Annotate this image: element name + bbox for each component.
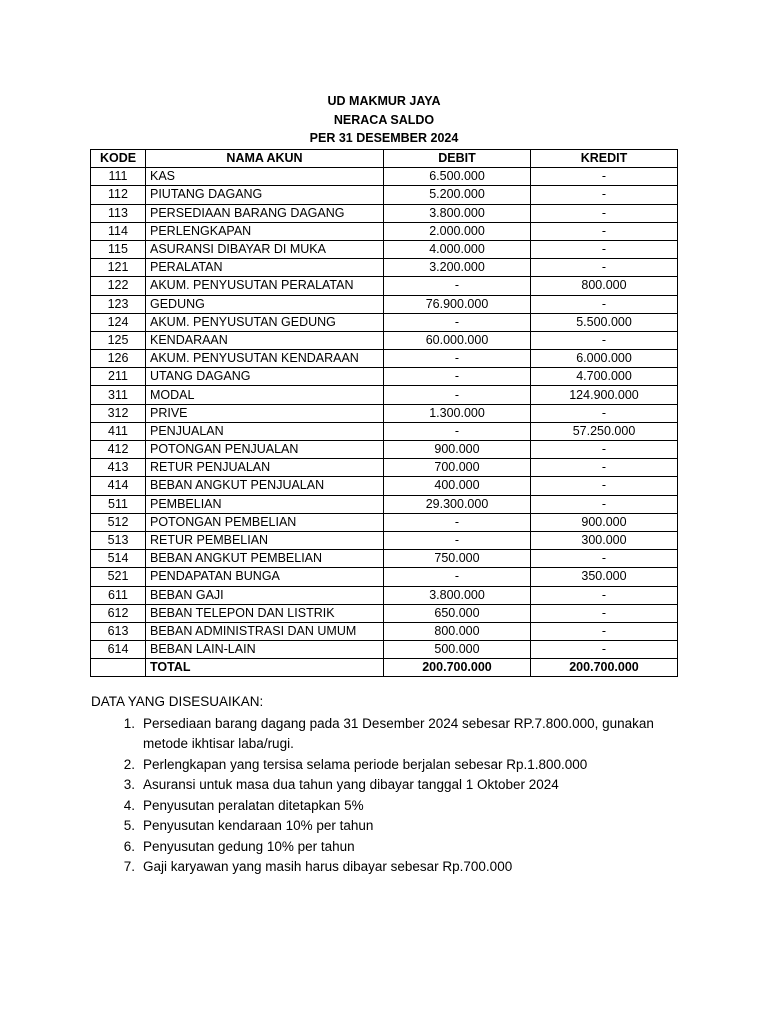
kredit-value: - — [531, 222, 678, 240]
account-name: BEBAN ANGKUT PEMBELIAN — [146, 550, 384, 568]
account-name: BEBAN LAIN-LAIN — [146, 641, 384, 659]
account-code: 111 — [91, 168, 146, 186]
account-code: 514 — [91, 550, 146, 568]
list-item-number: 7. — [123, 859, 135, 874]
kredit-value: - — [531, 641, 678, 659]
kredit-value: - — [531, 240, 678, 258]
account-code: 126 — [91, 350, 146, 368]
table-row — [91, 222, 678, 240]
account-code: 311 — [91, 386, 146, 404]
debit-value: 500.000 — [384, 641, 531, 659]
account-code: 612 — [91, 604, 146, 622]
table-row — [91, 459, 678, 477]
list-item — [91, 714, 691, 755]
list-item-text: Gaji karyawan yang masih harus dibayar sebesar Rp.700.000 — [143, 859, 513, 874]
table-row — [91, 477, 678, 495]
debit-value: - — [384, 513, 531, 531]
list-item-text: Penyusutan kendaraan 10% per tahun — [143, 818, 374, 833]
debit-value: 700.000 — [384, 459, 531, 477]
table-row — [91, 277, 678, 295]
debit-value: 400.000 — [384, 477, 531, 495]
table-row — [91, 350, 678, 368]
table-row — [91, 168, 678, 186]
debit-value: - — [384, 277, 531, 295]
list-item — [91, 837, 691, 858]
table-row — [91, 550, 678, 568]
kredit-value: - — [531, 622, 678, 640]
account-code: 115 — [91, 240, 146, 258]
debit-value: 76.900.000 — [384, 295, 531, 313]
account-code: 513 — [91, 531, 146, 549]
list-item-number: 6. — [123, 838, 135, 854]
table-row — [91, 641, 678, 659]
column-header-kode: KODE — [91, 150, 146, 168]
account-name: PENJUALAN — [146, 422, 384, 440]
list-item-text: Perlengkapan yang tersisa selama periode berjalan sebesar Rp.1.800.000 — [143, 756, 588, 772]
account-name: PERALATAN — [146, 259, 384, 277]
list-item — [91, 755, 691, 776]
table-body — [91, 168, 678, 677]
kredit-value: 124.900.000 — [531, 386, 678, 404]
account-name: PEMBELIAN — [146, 495, 384, 513]
account-code: 124 — [91, 313, 146, 331]
table-row — [91, 441, 678, 459]
table-row — [91, 368, 678, 386]
account-code: 614 — [91, 641, 146, 659]
kredit-value: - — [531, 459, 678, 477]
debit-value: 3.800.000 — [384, 586, 531, 604]
list-item — [91, 775, 691, 796]
debit-value: - — [384, 531, 531, 549]
adjustment-title: DATA YANG DISESUAIKAN: — [91, 694, 264, 709]
table-row — [91, 240, 678, 258]
account-name: BEBAN ADMINISTRASI DAN UMUM — [146, 622, 384, 640]
table-row — [91, 513, 678, 531]
kredit-value: 57.250.000 — [531, 422, 678, 440]
account-name: PENDAPATAN BUNGA — [146, 568, 384, 586]
kredit-value: - — [531, 186, 678, 204]
debit-value: 6.500.000 — [384, 168, 531, 186]
kredit-value: - — [531, 550, 678, 568]
adjustment-list — [91, 714, 691, 878]
account-code: 414 — [91, 477, 146, 495]
debit-value: 800.000 — [384, 622, 531, 640]
kredit-value: 200.700.000 — [531, 659, 678, 677]
debit-value: 4.000.000 — [384, 240, 531, 258]
debit-value: - — [384, 422, 531, 440]
kredit-value: - — [531, 259, 678, 277]
account-code: 521 — [91, 568, 146, 586]
list-item — [91, 816, 691, 837]
account-name: KENDARAAN — [146, 331, 384, 349]
kredit-value: - — [531, 404, 678, 422]
account-name: UTANG DAGANG — [146, 368, 384, 386]
kredit-value: - — [531, 168, 678, 186]
debit-value: - — [384, 568, 531, 586]
kredit-value: 6.000.000 — [531, 350, 678, 368]
account-code: 114 — [91, 222, 146, 240]
list-item — [91, 857, 691, 878]
kredit-value: 800.000 — [531, 277, 678, 295]
account-name: KAS — [146, 168, 384, 186]
column-header-debit: DEBIT — [384, 150, 531, 168]
debit-value: 60.000.000 — [384, 331, 531, 349]
list-item — [91, 796, 691, 817]
report-period: PER 31 DESEMBER 2024 — [309, 131, 459, 145]
column-header-nama-akun: NAMA AKUN — [146, 150, 384, 168]
kredit-value: - — [531, 331, 678, 349]
account-code: 125 — [91, 331, 146, 349]
account-code: 123 — [91, 295, 146, 313]
list-item-number: 4. — [123, 797, 135, 813]
account-name: AKUM. PENYUSUTAN PERALATAN — [146, 277, 384, 295]
kredit-value: - — [531, 441, 678, 459]
account-code: 613 — [91, 622, 146, 640]
debit-value: 3.800.000 — [384, 204, 531, 222]
account-code: 112 — [91, 186, 146, 204]
list-item-number: 1. — [123, 715, 135, 731]
table-row — [91, 295, 678, 313]
list-item-text: Penyusutan peralatan ditetapkan 5% — [143, 797, 364, 813]
account-code: 121 — [91, 259, 146, 277]
company-name: UD MAKMUR JAYA — [327, 94, 441, 108]
account-code: 312 — [91, 404, 146, 422]
kredit-value: 350.000 — [531, 568, 678, 586]
debit-value: 2.000.000 — [384, 222, 531, 240]
debit-value: - — [384, 313, 531, 331]
account-name: BEBAN ANGKUT PENJUALAN — [146, 477, 384, 495]
account-name: BEBAN TELEPON DAN LISTRIK — [146, 604, 384, 622]
kredit-value: - — [531, 495, 678, 513]
account-name: AKUM. PENYUSUTAN GEDUNG — [146, 313, 384, 331]
account-name: GEDUNG — [146, 295, 384, 313]
account-name: RETUR PENJUALAN — [146, 459, 384, 477]
debit-value: 3.200.000 — [384, 259, 531, 277]
account-code: 122 — [91, 277, 146, 295]
account-name: PIUTANG DAGANG — [146, 186, 384, 204]
debit-value: 200.700.000 — [384, 659, 531, 677]
account-code: 413 — [91, 459, 146, 477]
account-name: PERLENGKAPAN — [146, 222, 384, 240]
table-row — [91, 313, 678, 331]
table-row — [91, 622, 678, 640]
adjustment-data-section — [91, 692, 691, 878]
list-item-text: Penyusutan gedung 10% per tahun — [143, 838, 355, 854]
total-row — [91, 659, 678, 677]
kredit-value: 5.500.000 — [531, 313, 678, 331]
kredit-value: 4.700.000 — [531, 368, 678, 386]
debit-value: - — [384, 386, 531, 404]
report-title: NERACA SALDO — [333, 112, 435, 127]
trial-balance-table — [90, 149, 678, 677]
kredit-value: - — [531, 295, 678, 313]
account-code: 611 — [91, 586, 146, 604]
account-name: AKUM. PENYUSUTAN KENDARAAN — [146, 350, 384, 368]
column-header-kredit: KREDIT — [531, 150, 678, 168]
document-header — [0, 92, 768, 148]
list-item-number: 2. — [123, 756, 135, 772]
kredit-value: - — [531, 204, 678, 222]
table-row — [91, 422, 678, 440]
kredit-value: - — [531, 604, 678, 622]
list-item-number: 3. — [123, 777, 135, 792]
list-item-number: 5. — [123, 818, 135, 833]
account-code: 411 — [91, 422, 146, 440]
account-code: 211 — [91, 368, 146, 386]
debit-value: 900.000 — [384, 441, 531, 459]
table-row — [91, 604, 678, 622]
account-name: PERSEDIAAN BARANG DAGANG — [146, 204, 384, 222]
list-item-text: Persediaan barang dagang pada 31 Desember 2024 sebesar RP.7.800.000, gunakan metode ikhtisar laba/rugi. — [143, 715, 654, 751]
account-name: POTONGAN PENJUALAN — [146, 441, 384, 459]
table-row — [91, 186, 678, 204]
account-name: RETUR PEMBELIAN — [146, 531, 384, 549]
kredit-value: 900.000 — [531, 513, 678, 531]
table-row — [91, 204, 678, 222]
table-row — [91, 331, 678, 349]
account-code: 511 — [91, 495, 146, 513]
kredit-value: - — [531, 586, 678, 604]
debit-value: 650.000 — [384, 604, 531, 622]
account-name: PRIVE — [146, 404, 384, 422]
account-code: 512 — [91, 513, 146, 531]
account-code — [91, 659, 146, 677]
debit-value: - — [384, 350, 531, 368]
debit-value: 750.000 — [384, 550, 531, 568]
debit-value: 29.300.000 — [384, 495, 531, 513]
account-name: BEBAN GAJI — [146, 586, 384, 604]
table-header-row — [91, 150, 678, 168]
account-code: 113 — [91, 204, 146, 222]
kredit-value: 300.000 — [531, 531, 678, 549]
account-name: ASURANSI DIBAYAR DI MUKA — [146, 240, 384, 258]
table-row — [91, 586, 678, 604]
table-row — [91, 495, 678, 513]
table-row — [91, 386, 678, 404]
account-name: POTONGAN PEMBELIAN — [146, 513, 384, 531]
debit-value: 1.300.000 — [384, 404, 531, 422]
kredit-value: - — [531, 477, 678, 495]
account-code: 412 — [91, 441, 146, 459]
account-name: MODAL — [146, 386, 384, 404]
table-row — [91, 531, 678, 549]
table-row — [91, 568, 678, 586]
list-item-text: Asuransi untuk masa dua tahun yang dibayar tanggal 1 Oktober 2024 — [143, 777, 559, 792]
table-row — [91, 259, 678, 277]
debit-value: 5.200.000 — [384, 186, 531, 204]
table-row — [91, 404, 678, 422]
debit-value: - — [384, 368, 531, 386]
account-name: TOTAL — [146, 659, 384, 677]
